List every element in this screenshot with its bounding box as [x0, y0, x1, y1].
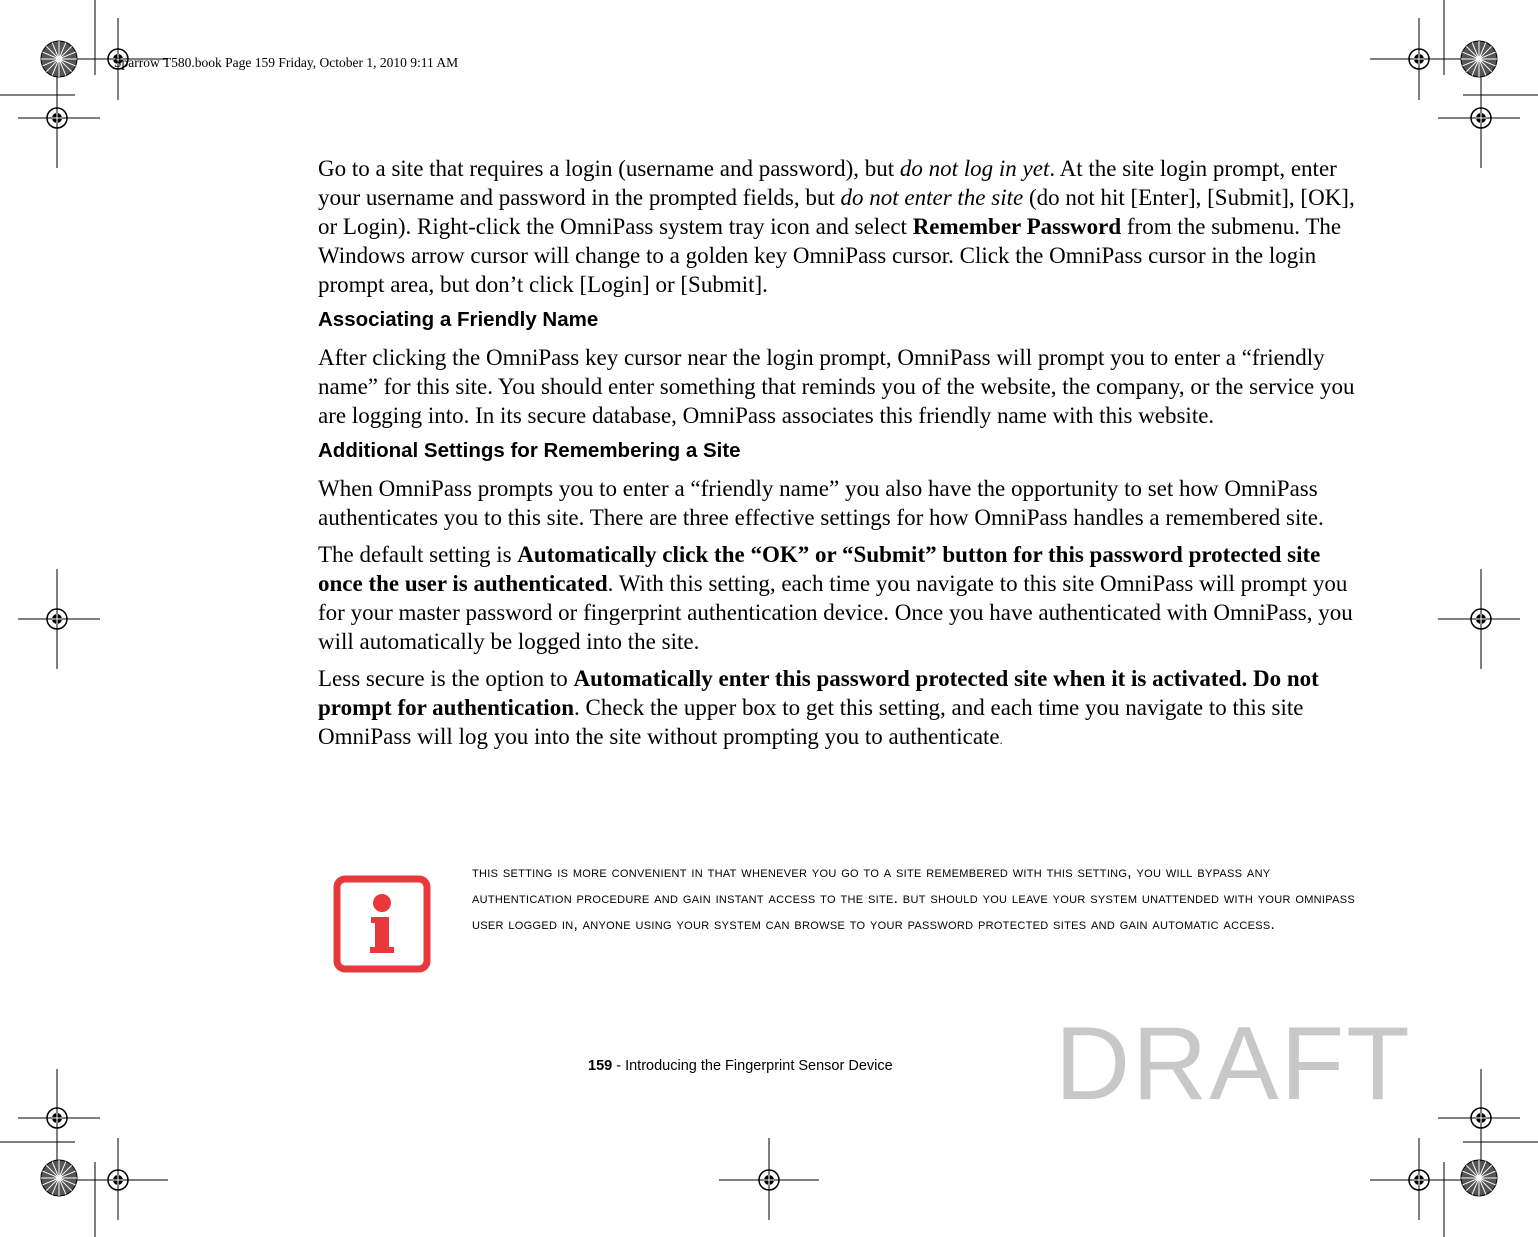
info-icon: [333, 875, 431, 973]
print-slug: Sparrow T580.book Page 159 Friday, October 1, 2010 9:11 AM: [114, 55, 459, 70]
draft-watermark: DRAFT: [1055, 1006, 1412, 1122]
footer-title: - Introducing the Fingerprint Sensor Device: [612, 1058, 893, 1074]
paragraph-go-to-site: Go to a site that requires a login (username and password), but do not log in yet. At the site login prompt, enter your username and password in the prompted fields, but do not enter the site (do not hit [Enter], [Submit], [OK], or Login). Right-click the OmniPass system tray icon and select Remember Password from the submenu. The Windows arrow cursor will change to a golden key OmniPass cursor. Click the OmniPass cursor in the login prompt area, but don’t click [Login] or [Submit].: [318, 156, 1355, 297]
heading-friendly-name: Associating a Friendly Name: [318, 308, 599, 331]
page-footer: [588, 1058, 893, 1074]
paragraph-friendly-name: After clicking the OmniPass key cursor near the login prompt, OmniPass will prompt you to enter a “friendly name” for this site. You should enter something that reminds you of the website, the company, or the service you are logging into. In its secure database, OmniPass associates this friendly name with this website.: [318, 345, 1355, 428]
page-body: [318, 154, 1360, 763]
page-number: 159: [588, 1058, 613, 1074]
heading-additional-settings: Additional Settings for Remembering a Site: [318, 439, 741, 462]
note-text: this setting is more convenient in that whenever you go to a site remembered with this setting, you will bypass any authentication procedure and gain instant access to the site. but should you leave your system unattended with your omnipass user logged in, anyone using your system can browse to your password protected sites and gain automatic access.: [472, 864, 1355, 933]
paragraph-less-secure-option: Less secure is the option to Automatically enter this password protected site when it is activated. Do not prompt for authentication. Check the upper box to get this setting, and each time you navigate to this site OmniPass will log you into the site without prompting you to authenticate.: [318, 666, 1319, 749]
paragraph-authentication-settings: When OmniPass prompts you to enter a “friendly name” you also have the opportunity to set how OmniPass authenticates you to this site. There are three effective settings for how OmniPass handles a remembered site.: [318, 476, 1324, 530]
paragraph-default-setting: The default setting is Automatically click the “OK” or “Submit” button for this password protected site once the user is authenticated. With this setting, each time you navigate to this site OmniPass will prompt you for your master password or fingerprint authentication device. Once you have authenticated with OmniPass, you will automatically be logged into the site.: [318, 542, 1353, 654]
